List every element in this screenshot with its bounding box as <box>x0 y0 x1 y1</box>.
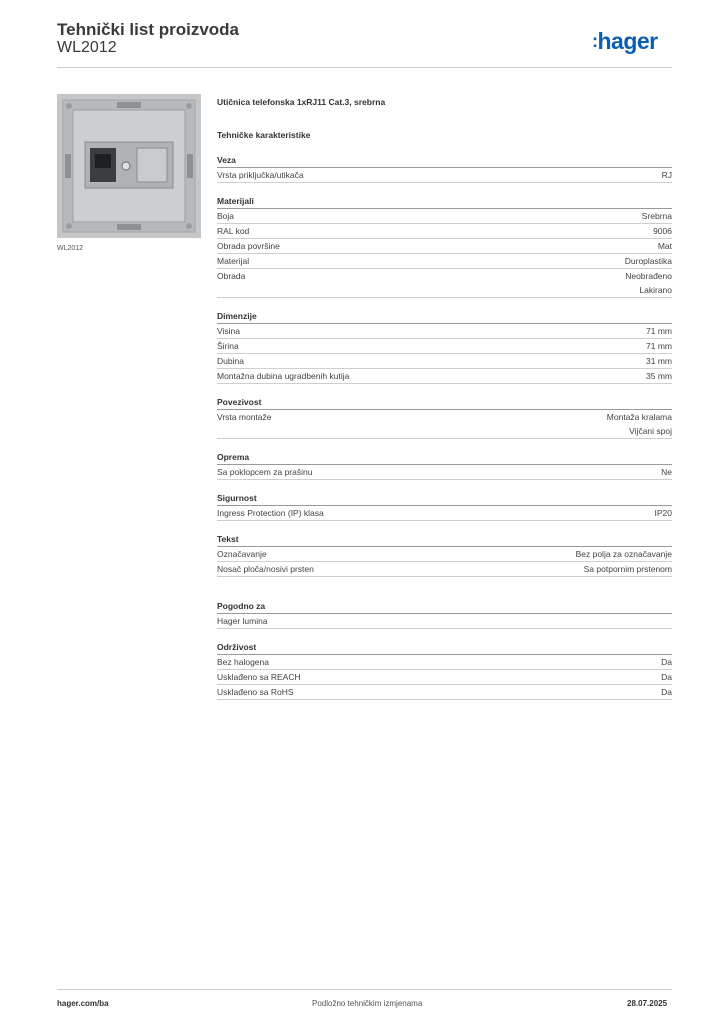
spec-label: Vrsta montaže <box>217 412 272 422</box>
section-title: Tekst <box>217 533 672 547</box>
spec-row <box>217 269 672 298</box>
spec-value-line: Neobrađeno <box>625 271 672 281</box>
spec-value-line: Mat <box>657 241 672 251</box>
spec-label: Vrsta priključka/utikača <box>217 170 304 180</box>
spec-value-line: RJ <box>661 170 672 180</box>
product-code: WL2012 <box>57 39 117 56</box>
spec-value <box>646 354 672 368</box>
spec-label: Dubina <box>217 356 244 366</box>
spec-row <box>217 369 672 384</box>
spec-value <box>584 562 672 576</box>
spec-row <box>217 506 672 521</box>
spec-row <box>217 354 672 369</box>
spec-row <box>217 209 672 224</box>
spec-label: Usklađeno sa RoHS <box>217 687 294 697</box>
spec-section <box>217 154 672 183</box>
spec-value-line: 71 mm <box>646 326 672 336</box>
spec-label: Visina <box>217 326 240 336</box>
spec-label: Boja <box>217 211 235 221</box>
spec-value-line: Da <box>661 687 672 697</box>
spec-row <box>217 410 672 439</box>
spec-value-line: 71 mm <box>646 341 672 351</box>
spec-value-line: Sa potpornim prstenom <box>583 564 672 574</box>
header-divider <box>57 67 672 68</box>
spec-value <box>661 670 672 684</box>
spec-sections <box>217 154 672 700</box>
spec-section <box>217 310 672 384</box>
section-title: Oprema <box>217 451 672 465</box>
footer-divider <box>57 989 672 990</box>
spec-value-line: Lakirano <box>639 285 672 295</box>
spec-label: Bez halogena <box>217 657 269 667</box>
footer-website: hager.com/ba <box>57 999 109 1008</box>
spec-label: Usklađeno sa REACH <box>217 672 301 682</box>
spec-value-line: Da <box>661 672 672 682</box>
spec-value-line: IP20 <box>654 508 672 518</box>
spec-label: Ingress Protection (IP) klasa <box>217 508 324 518</box>
spec-label: Sa poklopcem za prašinu <box>217 467 313 477</box>
footer-date: 28.07.2025 <box>627 999 668 1008</box>
spec-value <box>646 324 672 338</box>
spec-value-line: Duroplastika <box>624 256 672 266</box>
spec-row <box>217 614 672 629</box>
spec-row <box>217 239 672 254</box>
spec-label: Hager lumina <box>217 616 268 626</box>
spec-value-line: Da <box>661 657 672 667</box>
spec-value <box>661 465 672 479</box>
spec-value-line: 9006 <box>653 226 672 236</box>
spec-value <box>655 506 673 520</box>
product-name: Utičnica telefonska 1xRJ11 Cat.3, srebrna <box>217 97 386 107</box>
spec-row <box>217 254 672 269</box>
spec-section <box>217 600 672 629</box>
spec-value <box>646 339 672 353</box>
spec-label: Obrada <box>217 271 246 281</box>
spec-label: RAL kod <box>217 226 250 236</box>
spec-row <box>217 655 672 670</box>
spec-row <box>217 562 672 577</box>
spec-value <box>661 685 672 699</box>
logo-text: hager <box>597 28 658 54</box>
spec-row <box>217 339 672 354</box>
spec-row <box>217 547 672 562</box>
section-title: Održivost <box>217 641 672 655</box>
spec-value-line: 31 mm <box>646 356 672 366</box>
spec-value <box>661 655 672 669</box>
spec-value-line: Bez polja za označavanje <box>575 549 672 559</box>
spec-row <box>217 224 672 239</box>
spec-value <box>625 269 672 297</box>
spec-label: Obrada površine <box>217 241 280 251</box>
spec-value-line: Montaža kralama <box>606 412 672 422</box>
spec-content <box>217 96 672 700</box>
spec-row <box>217 168 672 183</box>
section-title: Materijali <box>217 195 672 209</box>
section-title: Dimenzije <box>217 310 672 324</box>
spec-section <box>217 396 672 439</box>
document-title: Tehnički list proizvoda <box>57 20 239 39</box>
spec-value <box>607 410 672 438</box>
spec-label: Nosač ploča/nosivi prsten <box>217 564 314 574</box>
spec-label: Širina <box>217 341 239 351</box>
spec-row <box>217 324 672 339</box>
spec-value <box>642 209 672 223</box>
section-title: Veza <box>217 154 672 168</box>
spec-value <box>658 239 672 253</box>
spec-section <box>217 492 672 521</box>
spec-section <box>217 641 672 700</box>
spec-value-line: 35 mm <box>646 371 672 381</box>
spec-label: Montažna dubina ugradbenih kutija <box>217 371 350 381</box>
spec-value <box>662 168 672 182</box>
spec-section <box>217 195 672 298</box>
spec-row <box>217 670 672 685</box>
footer-notice: Podložno tehničkim izmjenama <box>312 999 423 1008</box>
spec-value <box>646 369 672 383</box>
spec-value-line: Ne <box>661 467 672 477</box>
section-title: Sigurnost <box>217 492 672 506</box>
logo-dots-icon: : <box>592 31 598 51</box>
spec-value-line: Srebrna <box>641 211 672 221</box>
image-caption: WL2012 <box>57 245 84 252</box>
spec-row <box>217 685 672 700</box>
spec-section <box>217 533 672 577</box>
section-title: Povezivost <box>217 396 672 410</box>
spec-section <box>217 451 672 480</box>
spec-value <box>653 224 672 238</box>
tech-characteristics-heading: Tehničke karakteristike <box>217 130 311 140</box>
hager-logo <box>592 28 658 55</box>
spec-label: Materijal <box>217 256 250 266</box>
product-image <box>57 94 201 238</box>
section-title: Pogodno za <box>217 600 672 614</box>
spec-value <box>576 547 672 561</box>
spec-value-line: Vijčani spoj <box>629 426 672 436</box>
spec-value <box>625 254 672 268</box>
spec-label: Označavanje <box>217 549 267 559</box>
spec-row <box>217 465 672 480</box>
